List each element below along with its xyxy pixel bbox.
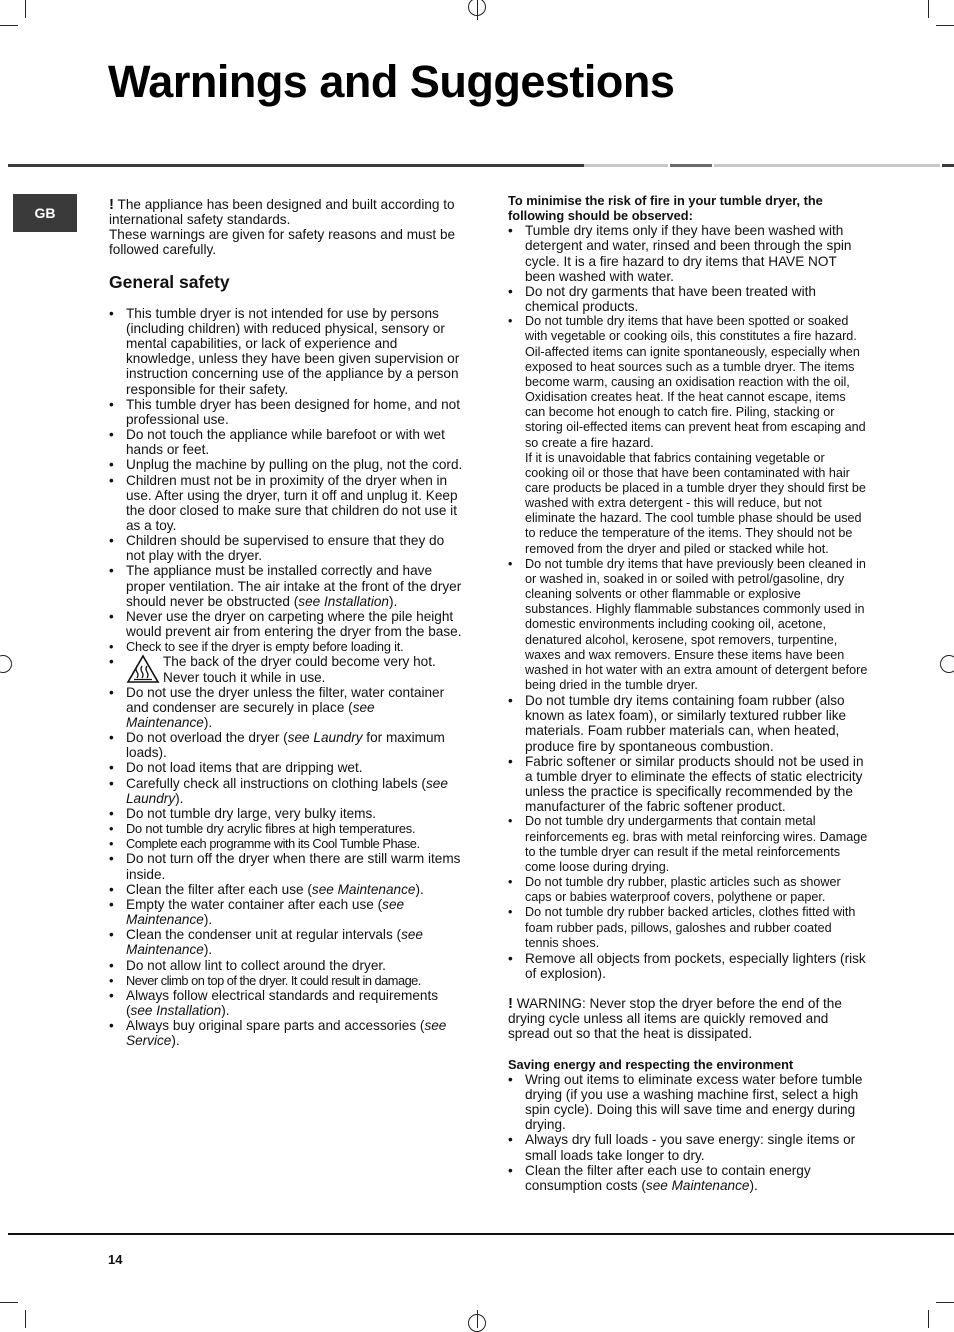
list-item: • Complete each programme with its Cool Tumble Phase. [109, 836, 464, 851]
list-item: • Children should be supervised to ensure that they do not play with the dryer. [109, 533, 464, 563]
list-item: • Always dry full loads - you save energy: single items or small loads take longer to dry. [508, 1132, 868, 1162]
cross-reference: see Maintenance [645, 1177, 750, 1193]
list-item: • Do not tumble dry acrylic fibres at high temperatures. [109, 821, 464, 836]
list-item: • Clean the condenser unit at regular intervals (see Maintenance). [109, 927, 464, 957]
list-item: • Unplug the machine by pulling on the plug, not the cord. [109, 457, 464, 472]
list-item: • Children must not be in proximity of the dryer when in use. After using the dryer, turn it off and unplug it. Keep the door closed to make sure that children do not use it as a toy. [109, 473, 464, 534]
list-item: • This tumble dryer is not intended for use by persons (including children) with reduced physical, sensory or mental capabilities, or lack of experience and knowledge, unless they have been given supervision or instruction concerning use of the appliance by a person responsible for their safety. [109, 306, 464, 397]
crop-mark-top-left-v [25, 0, 26, 18]
list-item: • Remove all objects from pockets, especially lighters (risk of explosion). [508, 951, 868, 981]
list-item: • Do not use the dryer unless the filter, water container and condenser are securely in place (see Maintenance). [109, 685, 464, 730]
general-safety-list [109, 306, 464, 1049]
list-item: • Never climb on top of the dryer. It could result in damage. [109, 973, 464, 988]
registration-line-bottom [477, 1310, 478, 1328]
cross-reference: see [382, 896, 405, 912]
registration-mark-left [0, 655, 12, 673]
exclamation-icon: ! [508, 995, 513, 1013]
energy-list [508, 1072, 868, 1193]
list-item: • Do not dry garments that have been treated with chemical products. [508, 284, 868, 314]
hot-surface-warning-icon [126, 654, 160, 684]
registration-line-top [477, 0, 478, 20]
header-rule-dark [8, 164, 584, 167]
header-rule-light-2 [714, 164, 940, 167]
cross-reference: see Maintenance [126, 699, 375, 730]
cross-reference: see Laundry [287, 730, 363, 746]
list-item: • Do not turn off the dryer when there are still warm items inside. [109, 851, 464, 881]
left-column [109, 197, 464, 1048]
header-rule-end [942, 164, 954, 167]
list-item: • Wring out items to eliminate excess water before tumble drying (if you use a washing machine first, select a high spin cycle). Doing this will save time and energy during drying. [508, 1072, 868, 1133]
fire-risk-list [508, 223, 868, 981]
crop-mark-bottom-left-v [25, 1310, 26, 1328]
cross-reference: see Installation [130, 1002, 222, 1018]
registration-mark-right [940, 655, 954, 673]
cross-reference: see Installation [298, 593, 389, 609]
list-item: • Do not tumble dry rubber, plastic articles such as shower caps or babies waterproof covers, polythene or paper. [508, 875, 868, 905]
list-item: • Never use the dryer on carpeting where the pile height would prevent air from entering the dryer from the base. [109, 609, 464, 639]
crop-mark-top-right-h [936, 25, 954, 26]
list-item-hot-surface: • The back of the dryer could become very hot. Never touch it while in use. [109, 654, 464, 684]
cross-reference: see Laundry [126, 775, 448, 806]
list-item: • Do not overload the dryer (see Laundry for maximum loads). [109, 730, 464, 760]
page-title: Warnings and Suggestions [108, 56, 675, 107]
crop-mark-bottom-right-v [928, 1310, 929, 1328]
list-item: • Clean the filter after each use (see Maintenance). [109, 882, 464, 897]
crop-mark-top-left-h [0, 25, 18, 26]
section-heading-general-safety: General safety [109, 271, 230, 292]
list-item: • Carefully check all instructions on clothing labels (see Laundry). [109, 776, 464, 806]
list-item: • Do not touch the appliance while barefoot or with wet hands or feet. [109, 427, 464, 457]
cross-reference: see Service [126, 1018, 447, 1049]
exclamation-icon: ! [109, 196, 114, 213]
list-item: • Do not tumble dry undergarments that contain metal reinforcements eg. bras with metal reinforcing wires. Damage to the tumble dryer can result if the metal reinforcements come loose during drying. [508, 814, 868, 875]
list-item: • Check to see if the dryer is empty before loading it. [109, 639, 464, 654]
cross-reference: Maintenance [126, 912, 204, 928]
crop-mark-bottom-left-h [0, 1302, 18, 1303]
intro-paragraph: ! The appliance has been designed and built according to international safety standards. [109, 196, 455, 228]
list-item: • Fabric softener or similar products should not be used in a tumble dryer to eliminate the effects of static electricity unless the practice is specifically recommended by the manufacturer of the fabric softener product. [508, 754, 868, 815]
list-item: • Do not allow lint to collect around the dryer. [109, 958, 464, 973]
list-item: • Clean the filter after each use to contain energy consumption costs (see Maintenance). [508, 1163, 868, 1193]
list-item: • Do not tumble dry rubber backed articles, clothes fitted with foam rubber pads, pillows, galoshes and rubber coated tennis shoes. [508, 905, 868, 950]
cross-reference: see Maintenance [311, 881, 416, 897]
list-item: • Do not tumble dry items that have been spotted or soaked with vegetable or cooking oils, this constitutes a fire hazard. Oil-affected items can ignite spontaneously, especially when exposed to heat sources such as a tumble dryer. The items become warm, causing an oxidisation reaction with the oil, Oxidisation creates heat. If the heat cannot escape, items can become hot enough to catch fire. Piling, stacking or storing oil-effected items can prevent heat from escaping and so create a fire hazard. If it is unavoidable that fabrics containing vegetable or cooking oil or those that have been contaminated with hair care products be placed in a tumble dryer they should first be washed with extra detergent - this will reduce, but not eliminate the hazard. The cool tumble phase should be used to reduce the temperature of the items. They should not be removed from the dryer and piled or stacked while hot. [508, 314, 868, 557]
header-rule-light [584, 164, 668, 167]
list-item: • Empty the water container after each use (see Maintenance). [109, 897, 464, 927]
list-item: • The appliance must be installed correctly and have proper ventilation. The air intake at the front of the dryer should never be obstructed (see Installation). [109, 563, 464, 608]
energy-heading: Saving energy and respecting the environment [508, 1056, 794, 1072]
list-item: • Do not tumble dry items containing foam rubber (also known as latex foam), or similarly textured rubber like materials. Foam rubber materials can, when heated, produce fire by spontaneous combustion. [508, 693, 868, 754]
language-badge: GB [13, 194, 77, 232]
right-column [508, 193, 868, 1193]
list-item: • Do not tumble dry items that have previously been cleaned in or washed in, soaked in or soiled with petrol/gasoline, dry cleaning solvents or other flammable or explosive substances. Highly flammable substances commonly used in domestic environments including cooking oil, acetone, denatured alcohol, kerosene, spot removers, turpentine, waxes and wax removers. Ensure these items have been washed in hot water with an extra amount of detergent before being dried in the tumble dryer. [508, 557, 868, 693]
warning-paragraph: ! WARNING: Never stop the dryer before the end of the drying cycle unless all items are quickly removed and spread out so that the heat is dissipated. [508, 995, 842, 1042]
list-item: • This tumble dryer has been designed for home, and not professional use. [109, 397, 464, 427]
footer-rule [8, 1233, 954, 1235]
page-number: 14 [108, 1252, 123, 1267]
intro-paragraph-2: These warnings are given for safety reasons and must be followed carefully. [109, 227, 456, 258]
list-item: • Always follow electrical standards and requirements (see Installation). [109, 988, 464, 1018]
crop-mark-bottom-right-h [936, 1302, 954, 1303]
header-rule-mid [670, 164, 712, 167]
list-item: • Always buy original spare parts and accessories (see Service). [109, 1018, 464, 1048]
list-item: • Do not tumble dry large, very bulky items. [109, 806, 464, 821]
list-item: • Tumble dry items only if they have been washed with detergent and water, rinsed and been through the spin cycle. It is a fire hazard to dry items that HAVE NOT been washed with water. [508, 223, 868, 284]
cross-reference: see Maintenance [126, 927, 423, 958]
list-item: • Do not load items that are dripping wet. [109, 760, 464, 775]
fire-risk-heading: To minimise the risk of fire in your tumble dryer, the following should be observed: [508, 193, 823, 224]
crop-mark-top-right-v [928, 0, 929, 18]
